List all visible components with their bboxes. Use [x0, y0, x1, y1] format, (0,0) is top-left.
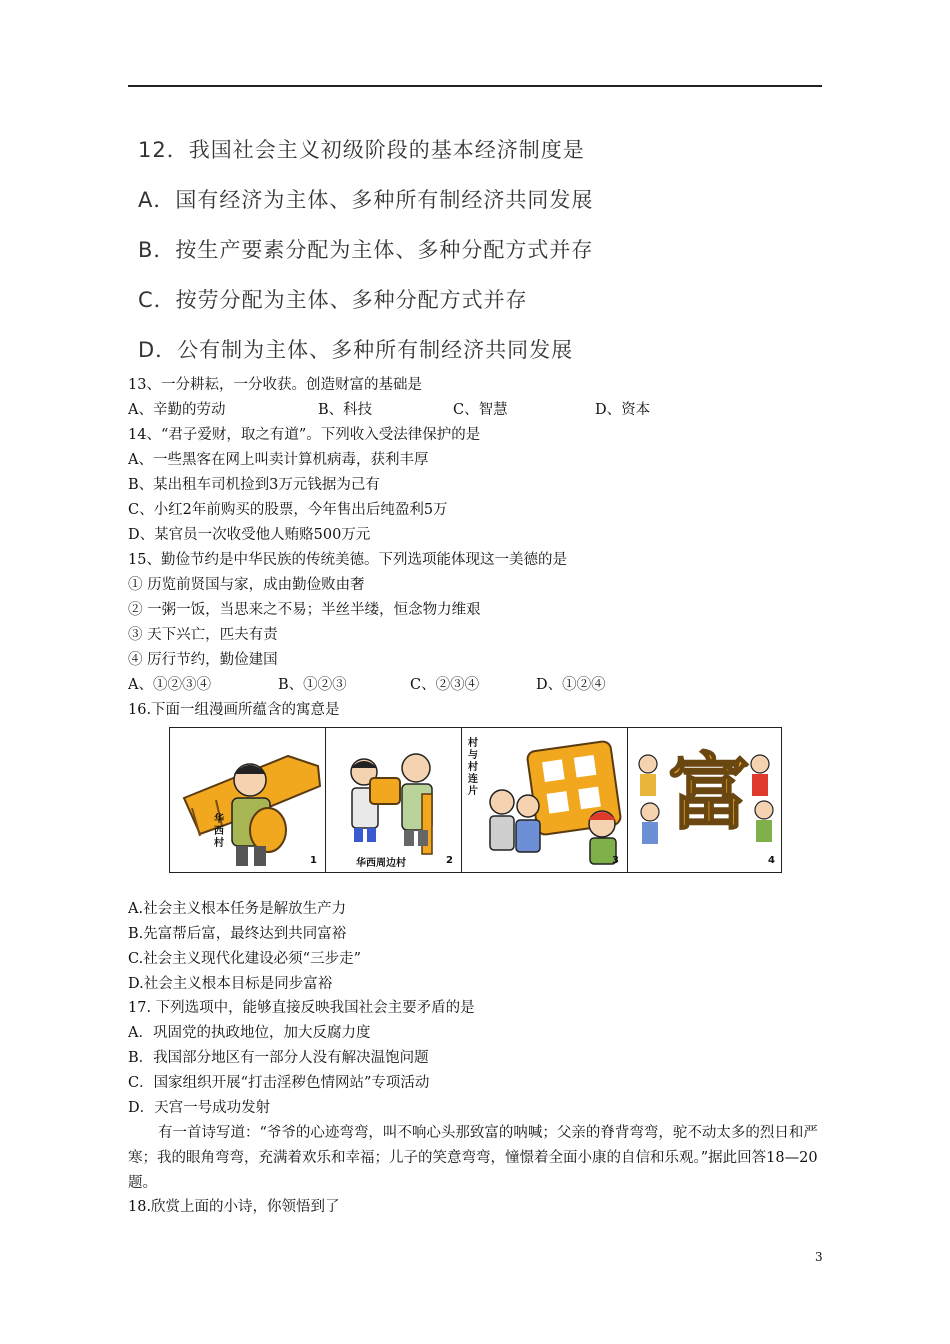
q14-stem: 14、“君子爱财，取之有道”。下列收入受法律保护的是 — [128, 427, 481, 443]
comic-panel-4-character: 富 — [668, 746, 751, 841]
q15-option-c: C、②③④ — [410, 677, 480, 693]
comic-panel-3 — [462, 728, 628, 872]
q15-option-a: A、①②③④ — [128, 677, 211, 693]
q17-option-c: C．国家组织开展“打击淫秽色情网站”专项活动 — [128, 1075, 430, 1091]
q15-option-d: D、①②④ — [536, 677, 606, 693]
q16-option-a: A.社会主义根本任务是解放生产力 — [128, 901, 347, 917]
q12-option-c: C．按劳分配为主体、多种分配方式并存 — [138, 288, 528, 312]
q16-stem: 16.下面一组漫画所蕴含的寓意是 — [128, 702, 340, 718]
comic-panel-2-illustration — [326, 728, 462, 872]
comic-panel-1-illustration — [170, 728, 326, 872]
q16-option-b: B.先富帮后富，最终达到共同富裕 — [128, 926, 347, 942]
comic-panel-1-number: 1 — [310, 855, 317, 866]
q15-statement-4: ④ 厉行节约，勤俭建国 — [128, 652, 278, 668]
comic-panel-3-illustration — [462, 728, 628, 872]
q13-stem: 13、一分耕耘，一分收获。创造财富的基础是 — [128, 377, 422, 393]
q17-stem: 17. 下列选项中，能够直接反映我国社会主要矛盾的是 — [128, 1000, 475, 1016]
poem-paragraph: 有一首诗写道：“爷爷的心迹弯弯，叫不响心头那致富的呐喊；父亲的脊背弯弯，驼不动太多的烈日和严寒；我的眼角弯弯，充满着欢乐和幸福；儿子的笑意弯弯，憧憬着全面小康的自信和乐观。”据此回答18—20题。 — [128, 1125, 818, 1191]
q12-option-d: D．公有制为主体、多种所有制经济共同发展 — [138, 338, 574, 362]
q14-option-b: B、某出租车司机捡到3万元钱据为己有 — [128, 477, 380, 493]
q12-option-b: B．按生产要素分配为主体、多种分配方式并存 — [138, 238, 594, 262]
q16-option-d: D.社会主义根本目标是同步富裕 — [128, 976, 333, 992]
q13-option-c: C、智慧 — [453, 402, 508, 418]
q12-option-a: A．国有经济为主体、多种所有制经济共同发展 — [138, 188, 594, 212]
q15-statement-3: ③ 天下兴亡，匹夫有责 — [128, 627, 278, 643]
comic-panel-4-number: 4 — [768, 855, 775, 866]
comic-panel-1 — [170, 728, 326, 872]
q17-option-b: B．我国部分地区有一部分人没有解决温饱问题 — [128, 1050, 429, 1066]
q15-stem: 15、勤俭节约是中华民族的传统美德。下列选项能体现这一美德的是 — [128, 552, 567, 568]
page-number: 3 — [815, 1250, 823, 1264]
q14-option-c: C、小红2年前购买的股票，今年售出后纯盈利5万 — [128, 502, 448, 518]
q17-option-a: A．巩固党的执政地位，加大反腐力度 — [128, 1025, 371, 1041]
comic-panel-3-label: 村与村连片 — [468, 738, 478, 797]
q13-option-a: A、辛勤的劳动 — [128, 402, 226, 418]
q13-option-d: D、资本 — [595, 402, 651, 418]
q14-option-a: A、一些黑客在网上叫卖计算机病毒，获利丰厚 — [128, 452, 429, 468]
q12-stem: 12．我国社会主义初级阶段的基本经济制度是 — [138, 138, 585, 162]
comic-panel-3-number: 3 — [612, 855, 619, 866]
q15-statement-2: ② 一粥一饭，当思来之不易；半丝半缕，恒念物力维艰 — [128, 602, 481, 618]
comic-panel-4 — [628, 728, 783, 872]
q16-option-c: C.社会主义现代化建设必须“三步走” — [128, 951, 362, 967]
q15-option-b: B、①②③ — [278, 677, 347, 693]
comic-panel-1-label: 华西村 — [214, 814, 224, 849]
comic-panel-2-number: 2 — [446, 855, 453, 866]
comic-panel-2-label: 华西周边村 — [356, 858, 406, 869]
comic-panel-2 — [326, 728, 462, 872]
q15-statement-1: ① 历览前贤国与家，成由勤俭败由奢 — [128, 577, 365, 593]
comic-strip — [169, 727, 782, 873]
header-rule — [128, 85, 822, 87]
q13-option-b: B、科技 — [318, 402, 373, 418]
q14-option-d: D、某官员一次收受他人贿赂500万元 — [128, 527, 371, 543]
q18-stem: 18.欣赏上面的小诗，你领悟到了 — [128, 1199, 340, 1215]
q17-option-d: D．天宫一号成功发射 — [128, 1100, 271, 1116]
